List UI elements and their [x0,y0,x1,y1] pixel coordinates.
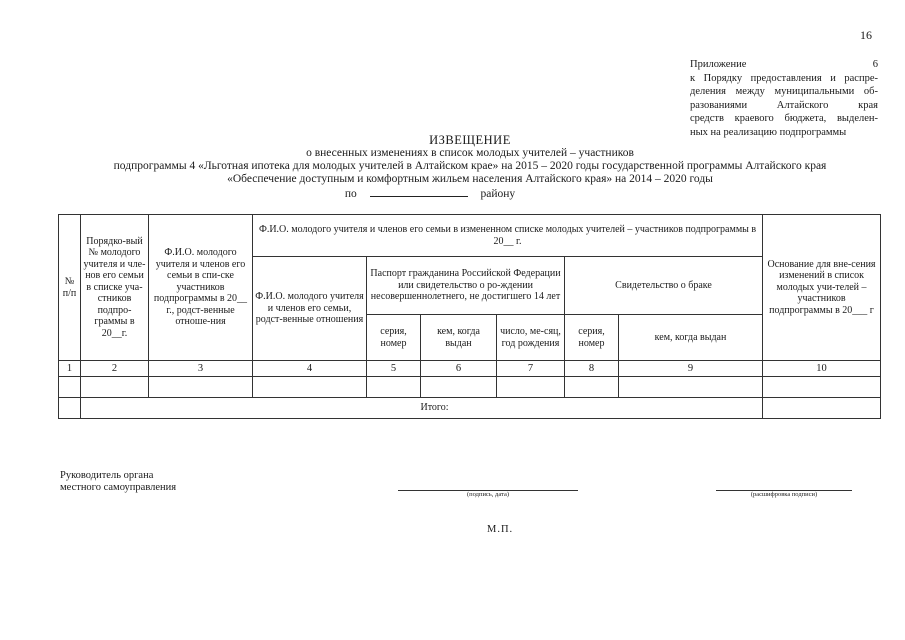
table-cell[interactable] [81,377,149,398]
column-number: 9 [619,361,763,377]
header-changed-list-group: Ф.И.О. молодого учителя и членов его семьи в измененном списке молодых учителей – участников подпрограммы в 20__ г. [253,215,763,257]
table-cell[interactable] [497,377,565,398]
page-number: 16 [860,28,872,42]
document-title: ИЗВЕЩЕНИЕ [429,133,511,147]
appendix-note [690,58,878,139]
signature-caption: (подпись, дата) [466,491,510,498]
header-original-names: Ф.И.О. молодого учителя и членов его семьи в спи-ске участников подпрограммы в 20__ г., родст-венные отноше-ния [149,215,253,361]
signature-name-caption: (расшифровка подписи) [750,491,818,498]
header-passport-group: Паспорт гражданина Российской Федерации или свидетельство о ро-ждении несовершеннолетнего, не достигшего 14 лет [367,257,565,315]
header-passport-series: серия, номер [367,315,421,361]
column-number: 1 [59,361,81,377]
signature-label-line-1: Руководитель органа [60,470,154,481]
total-value-cell[interactable] [763,398,881,419]
total-label [81,398,763,419]
column-number: 7 [497,361,565,377]
region-blank-field[interactable] [370,186,468,197]
column-number-row [59,361,881,377]
signature-name-field[interactable] [716,490,852,498]
column-number: 6 [421,361,497,377]
header-marriage-series: серия, номер [565,315,619,361]
header-list-order: Порядко-вый № молодого учителя и чле-нов его семьи в списке уча-стников подпро-граммы в 20__г. [81,215,149,361]
appendix-line: к Порядку предоставления и распре- [690,72,878,84]
table-cell [59,398,81,419]
column-number: 3 [149,361,253,377]
region-prefix: по [344,188,357,200]
signature-label [60,470,176,494]
appendix-line: средств краевого бюджета, выделен- [690,113,878,124]
appendix-line: Приложение 6 [690,59,878,70]
region-suffix: району [480,188,516,200]
appendix-line: разованиями Алтайского края [690,99,878,111]
title-line-1: о внесенных изменениях в список молодых учителей – участников [306,147,634,159]
table-cell[interactable] [763,377,881,398]
header-birth-date: число, ме-сяц, год рождения [497,315,565,361]
appendix-line: ных на реализацию подпрограммы [690,126,847,138]
header-marriage-issued: кем, когда выдан [619,315,763,361]
table-cell[interactable] [565,377,619,398]
column-number: 5 [367,361,421,377]
table-cell[interactable] [367,377,421,398]
table-cell[interactable] [149,377,253,398]
header-change-reason: Основание для вне-сения изменений в список молодых учи-телей – участников подпрограммы в 20___ г [763,215,881,361]
title-line-3: «Обеспечение доступным и комфортным жильем населения Алтайского края» на 2014 – 2020 годы [227,173,713,185]
table-cell[interactable] [421,377,497,398]
title-line-2: подпрограммы 4 «Льготная ипотека для молодых учителей в Алтайском крае» на 2015 – 2020 годы государственной программы Алтайского края [113,160,827,172]
total-label-text: Итого: [420,402,449,414]
total-row [59,398,881,419]
table-cell[interactable] [619,377,763,398]
column-number: 8 [565,361,619,377]
table-cell[interactable] [253,377,367,398]
table-cell[interactable] [59,377,81,398]
column-number: 10 [763,361,881,377]
column-number: 2 [81,361,149,377]
column-number: 4 [253,361,367,377]
appendix-line: деления между муниципальными об- [690,86,878,97]
stamp-placeholder: М.П. [487,524,514,535]
signature-field[interactable] [398,490,578,498]
region-line [40,186,900,201]
header-row-number: № п/п [59,215,81,361]
header-changed-names: Ф.И.О. молодого учителя и членов его семьи, родст-венные отношения [253,257,367,361]
document-title-block [40,134,900,201]
signature-label-line-2: местного самоуправления [60,482,177,493]
header-passport-issued: кем, когда выдан [421,315,497,361]
header-marriage-group: Свидетельство о браке [565,257,763,315]
changes-table [58,214,881,419]
table-row [59,377,881,398]
